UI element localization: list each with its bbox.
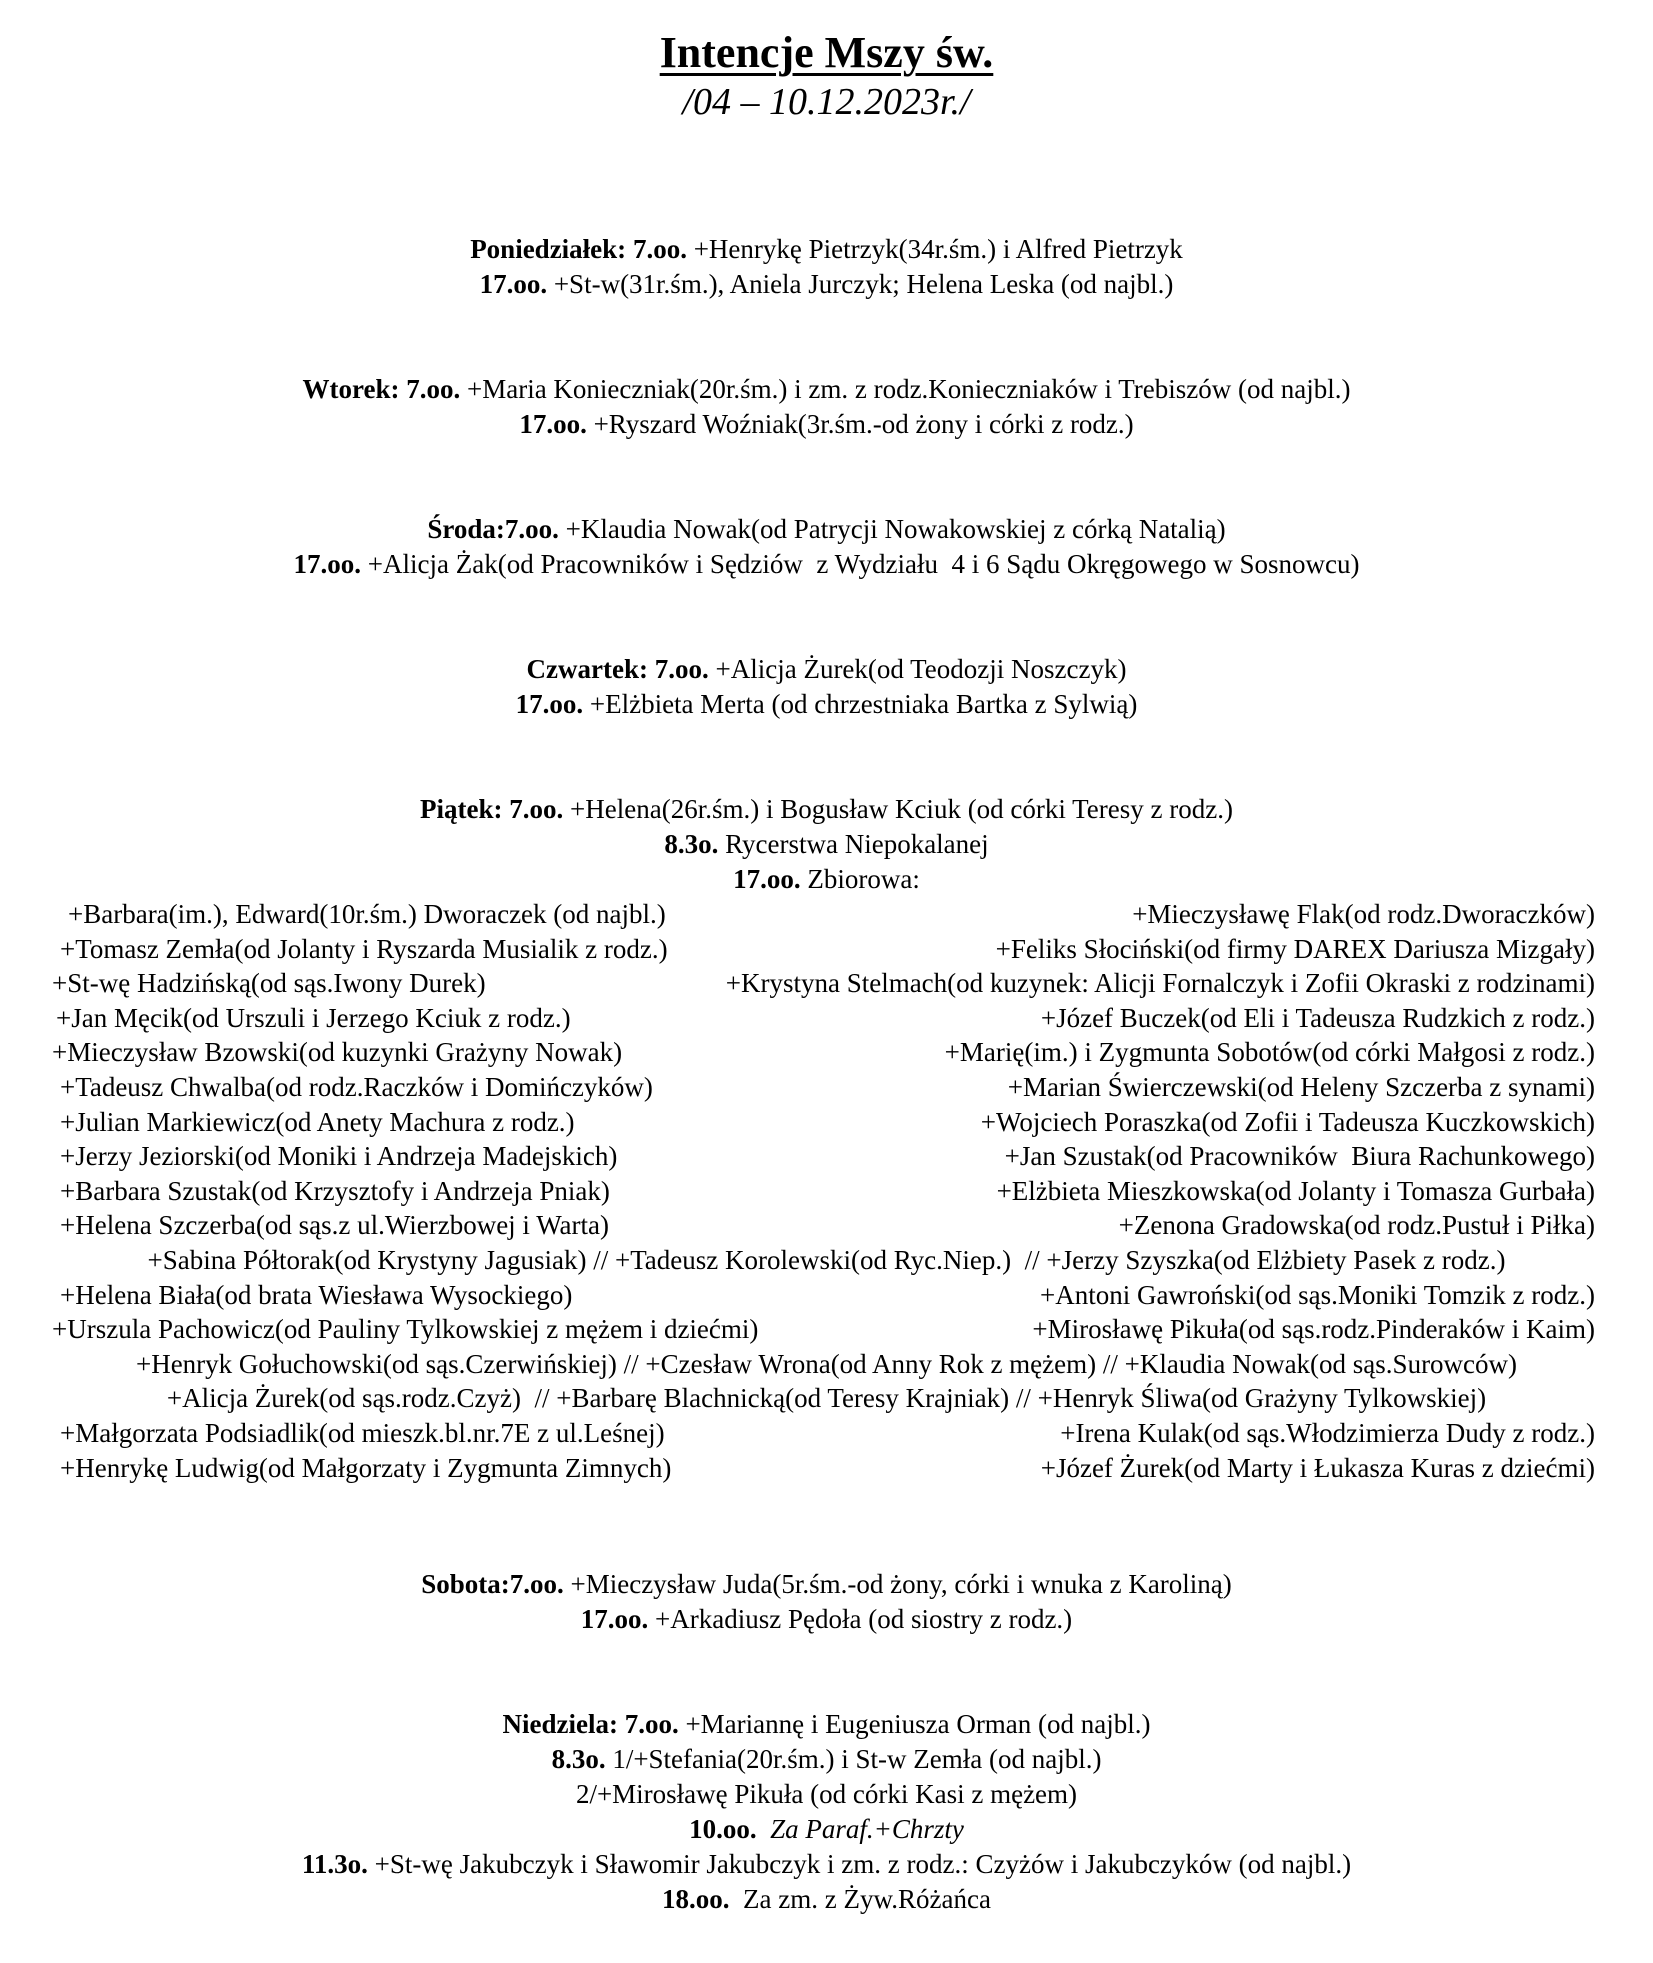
sunday-mass-4 bbox=[0, 1847, 1653, 1881]
intention-text: 2/+Mirosławę Pikuła (od córki Kasi z mężem) bbox=[575, 1779, 1078, 1809]
sunday-mass-2 bbox=[0, 1742, 1653, 1776]
collective-row bbox=[0, 1174, 1653, 1208]
intention-left: +Henrykę Ludwig(od Małgorzaty i Zygmunta Zimnych) bbox=[60, 1452, 672, 1483]
thursday-mass-2 bbox=[0, 687, 1653, 721]
collective-row bbox=[0, 1070, 1653, 1104]
mass-time: 17.oo. bbox=[580, 1604, 649, 1634]
sunday-mass-1 bbox=[0, 1707, 1653, 1741]
collective-row bbox=[0, 1416, 1653, 1450]
intention-text: +Elżbieta Merta (od chrzestniaka Bartka z Sylwią) bbox=[589, 689, 1138, 719]
intention-right: +Józef Żurek(od Marty i Łukasza Kuras z dziećmi) bbox=[1040, 1452, 1595, 1483]
collective-row bbox=[0, 1312, 1653, 1346]
mass-time: 8.3o. bbox=[551, 1744, 606, 1774]
saturday-mass-1 bbox=[0, 1567, 1653, 1601]
friday-mass-2 bbox=[0, 827, 1653, 861]
intention-text: +Helena(26r.śm.) i Bogusław Kciuk (od córki Teresy z rodz.) bbox=[570, 794, 1233, 824]
title-text: Intencje Mszy św. bbox=[659, 28, 994, 77]
intention-left: +Jerzy Jeziorski(od Moniki i Andrzeja Madejskich) bbox=[60, 1141, 618, 1172]
intention-text: +Alicja Żurek(od sąs.rodz.Czyż) // +Barbarę Blachnicką(od Teresy Krajniak) // +Henryk Śliwa(od Grażyny Tylkowskiej) bbox=[166, 1383, 1487, 1414]
intention-text: +Henrykę Pietrzyk(34r.śm.) i Alfred Pietrzyk bbox=[693, 234, 1183, 264]
intention-right: +Wojciech Poraszka(od Zofii i Tadeusza Kuczkowskich) bbox=[980, 1106, 1595, 1137]
intention-text: Za zm. z Żyw.Różańca bbox=[743, 1884, 991, 1914]
intention-right: +Feliks Słociński(od firmy DAREX Dariusza Mizgały) bbox=[995, 933, 1595, 964]
day-label: Niedziela: bbox=[502, 1709, 618, 1739]
day-label: Środa: bbox=[427, 514, 505, 544]
sunday-mass-3 bbox=[0, 1812, 1653, 1846]
intention-text: +Alicja Żak(od Pracowników i Sędziów z Wydziału 4 i 6 Sądu Okręgowego w Sosnowcu) bbox=[367, 549, 1360, 579]
intention-right: +Józef Buczek(od Eli i Tadeusza Rudzkich z rodz.) bbox=[1040, 1002, 1595, 1033]
collective-row bbox=[0, 1105, 1653, 1139]
collective-row bbox=[0, 1001, 1653, 1035]
intention-left: +Helena Szczerba(od sąs.z ul.Wierzbowej i Warta) bbox=[60, 1210, 609, 1241]
intention-text: +Maria Konieczniak(20r.śm.) i zm. z rodz.Konieczniaków i Trebiszów (od najbl.) bbox=[466, 374, 1351, 404]
intention-right: +Krystyna Stelmach(od kuzynek: Alicji Fornalczyk i Zofii Okraski z rodzinami) bbox=[725, 968, 1595, 999]
intention-text: +St-w(31r.śm.), Aniela Jurczyk; Helena Leska (od najbl.) bbox=[553, 269, 1174, 299]
intention-text: +St-wę Jakubczyk i Sławomir Jakubczyk i zm. z rodz.: Czyżów i Jakubczyków (od najbl.) bbox=[374, 1849, 1352, 1879]
intention-left: +Julian Markiewicz(od Anety Machura z rodz.) bbox=[60, 1106, 575, 1137]
monday-mass-1 bbox=[0, 232, 1653, 266]
day-label: Piątek: bbox=[420, 794, 503, 824]
tuesday-mass-1 bbox=[0, 372, 1653, 406]
page-title bbox=[0, 28, 1653, 78]
collective-row bbox=[0, 1381, 1653, 1415]
mass-time: 17.oo. bbox=[293, 549, 362, 579]
intention-right: +Jan Szustak(od Pracowników Biura Rachunkowego) bbox=[1004, 1141, 1595, 1172]
intention-text: Za Paraf.+Chrzty bbox=[770, 1814, 964, 1844]
mass-time: 18.oo. bbox=[662, 1884, 730, 1914]
intention-text: Rycerstwa Niepokalanej bbox=[725, 829, 989, 859]
day-label: Wtorek: bbox=[302, 374, 400, 404]
friday-mass-3 bbox=[0, 862, 1653, 896]
collective-row bbox=[0, 1278, 1653, 1312]
wednesday-mass-1 bbox=[0, 512, 1653, 546]
intention-right: +Elżbieta Mieszkowska(od Jolanty i Tomasza Gurbała) bbox=[996, 1175, 1595, 1206]
mass-time: 7.oo. bbox=[632, 234, 687, 264]
day-label: Poniedziałek: bbox=[470, 234, 627, 264]
intention-left: +Jan Męcik(od Urszuli i Jerzego Kciuk z rodz.) bbox=[56, 1002, 571, 1033]
intention-left: +Barbara Szustak(od Krzysztofy i Andrzeja Pniak) bbox=[60, 1175, 610, 1206]
intention-text: 1/+Stefania(20r.śm.) i St-w Zemła (od najbl.) bbox=[612, 1744, 1102, 1774]
intention-text: +Mieczysław Juda(5r.śm.-od żony, córki i wnuka z Karoliną) bbox=[570, 1569, 1232, 1599]
intention-left: +Małgorzata Podsiadlik(od mieszk.bl.nr.7E z ul.Leśnej) bbox=[60, 1418, 665, 1448]
intention-right: +Irena Kulak(od sąs.Włodzimierza Dudy z rodz.) bbox=[1060, 1418, 1595, 1448]
day-label: Sobota: bbox=[421, 1569, 510, 1599]
mass-time: 17.oo. bbox=[515, 689, 584, 719]
mass-time: 10.oo. bbox=[689, 1814, 757, 1844]
thursday-mass-1 bbox=[0, 652, 1653, 686]
intention-right: +Zenona Gradowska(od rodz.Pustuł i Piłka) bbox=[1118, 1210, 1595, 1241]
mass-time: 8.3o. bbox=[664, 829, 719, 859]
collective-row bbox=[0, 1208, 1653, 1242]
collective-row bbox=[0, 966, 1653, 1000]
mass-time: 7.oo. bbox=[509, 794, 564, 824]
intention-text: +Alicja Żurek(od Teodozji Noszczyk) bbox=[715, 654, 1127, 684]
mass-time: 7.oo. bbox=[654, 654, 709, 684]
intention-right: +Antoni Gawroński(od sąs.Moniki Tomzik z rodz.) bbox=[1039, 1279, 1595, 1310]
intention-text: +Henryk Gołuchowski(od sąs.Czerwińskiej) // +Czesław Wrona(od Anny Rok z mężem) // +Klaudia Nowak(od sąs.Surowców) bbox=[135, 1348, 1518, 1379]
mass-time: 17.oo. bbox=[519, 409, 587, 439]
collective-row bbox=[0, 932, 1653, 966]
intention-text: +Sabina Półtorak(od Krystyny Jagusiak) // +Tadeusz Korolewski(od Ryc.Niep.) // +Jerzy Szyszka(od Elżbiety Pasek z rodz.) bbox=[147, 1245, 1506, 1275]
intention-left: +Tomasz Zemła(od Jolanty i Ryszarda Musialik z rodz.) bbox=[60, 933, 668, 964]
intention-right: +Marian Świerczewski(od Heleny Szczerba z synami) bbox=[1007, 1072, 1595, 1102]
collective-row bbox=[0, 1347, 1653, 1381]
sunday-mass-2b bbox=[0, 1777, 1653, 1811]
date-range: /04 – 10.12.2023r./ bbox=[682, 81, 971, 123]
intention-left: +Mieczysław Bzowski(od kuzynki Grażyny Nowak) bbox=[52, 1037, 623, 1068]
saturday-mass-2 bbox=[0, 1602, 1653, 1636]
mass-time: 7.oo. bbox=[509, 1569, 564, 1599]
wednesday-mass-2 bbox=[0, 547, 1653, 581]
intention-text: +Mariannę i Eugeniusza Orman (od najbl.) bbox=[685, 1709, 1151, 1739]
day-label: Czwartek: bbox=[526, 654, 648, 684]
intention-left: +Helena Biała(od brata Wiesława Wysockiego) bbox=[60, 1279, 573, 1310]
intention-text: +Arkadiusz Pędoła (od siostry z rodz.) bbox=[655, 1604, 1073, 1634]
friday-mass-1 bbox=[0, 792, 1653, 826]
intention-text: +Klaudia Nowak(od Patrycji Nowakowskiej z córką Natalią) bbox=[565, 514, 1226, 544]
intention-left: +Barbara(im.), Edward(10r.śm.) Dworaczek (od najbl.) bbox=[68, 899, 666, 929]
intention-right: +Marię(im.) i Zygmunta Sobotów(od córki Małgosi z rodz.) bbox=[944, 1037, 1595, 1068]
intention-right: +Mieczysławę Flak(od rodz.Dworaczków) bbox=[1132, 899, 1595, 929]
mass-time: 17.oo. bbox=[479, 269, 548, 299]
intention-left: +Urszula Pachowicz(od Pauliny Tylkowskiej z mężem i dziećmi) bbox=[52, 1314, 759, 1345]
mass-time: 17.oo. bbox=[733, 864, 801, 894]
mass-time: 7.oo. bbox=[406, 374, 461, 404]
intention-text: Zbiorowa: bbox=[807, 864, 920, 894]
collective-row bbox=[0, 1243, 1653, 1277]
sunday-mass-5 bbox=[0, 1882, 1653, 1916]
mass-time: 11.3o. bbox=[301, 1849, 368, 1879]
tuesday-mass-2 bbox=[0, 407, 1653, 441]
intention-right: +Mirosławę Pikuła(od sąs.rodz.Pinderaków i Kaim) bbox=[1032, 1314, 1595, 1345]
collective-row bbox=[0, 1139, 1653, 1173]
collective-row bbox=[0, 1451, 1653, 1485]
mass-time: 7.oo. bbox=[504, 514, 559, 544]
collective-row bbox=[0, 1035, 1653, 1069]
monday-mass-2 bbox=[0, 267, 1653, 301]
intention-left: +St-wę Hadzińską(od sąs.Iwony Durek) bbox=[52, 968, 486, 999]
intention-left: +Tadeusz Chwalba(od rodz.Raczków i Domińczyków) bbox=[60, 1072, 653, 1102]
intention-text: +Ryszard Woźniak(3r.śm.-od żony i córki z rodz.) bbox=[593, 409, 1134, 439]
mass-time: 7.oo. bbox=[624, 1709, 679, 1739]
collective-row bbox=[0, 897, 1653, 931]
